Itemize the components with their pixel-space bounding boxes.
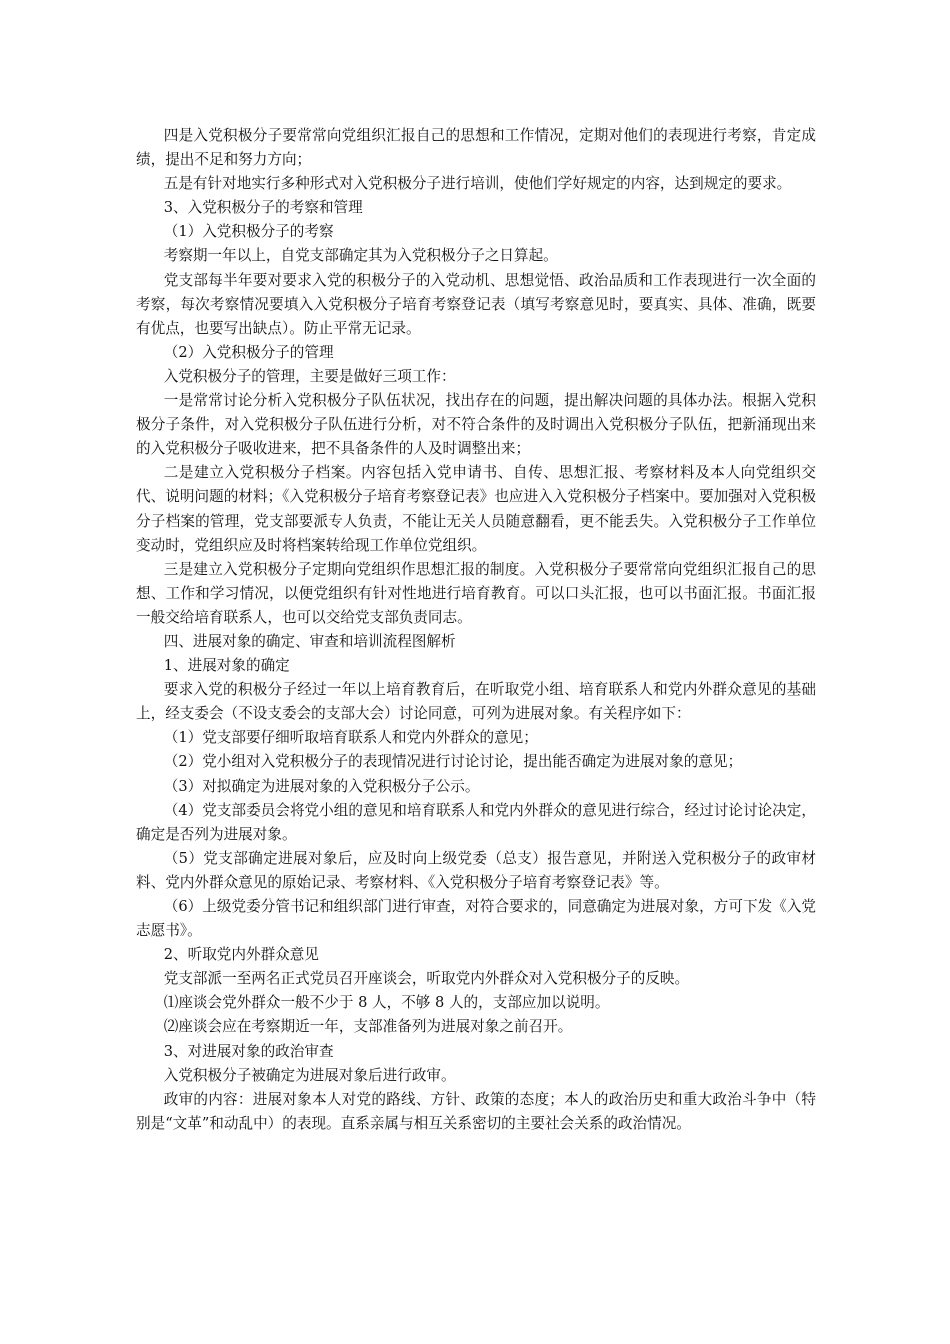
list-item: ⑴座谈会党外群众一般不少于 8 人，不够 8 人的，支部应加以说明。 [163,994,610,1012]
paragraph: 党支部每半年要对要求入党的积极分子的入党动机、思想觉悟、政治品质和工作表现进行一次全面的考察，每次考察情况要填入入党积极分子培育考察登记表（填写考察意见时，要真实、具体、准确，既要有优点，也要写出缺点）。防止平常无记录。 [136,271,816,337]
paragraph: 二是建立入党积极分子档案。内容包括入党申请书、自传、思想汇报、考察材料及本人向党组织交代、说明问题的材料；《入党积极分子培育考察登记表》也应进入入党积极分子档案中。要加强对入党积极分子档案的管理，党支部要派专人负责，不能让无关人员随意翻看，更不能丢失。入党积极分子工作单位变动时，党组织应及时将档案转给现工作单位党组织。 [136,464,816,554]
section-heading: 3、入党积极分子的考察和管理 [163,199,363,217]
document-page [136,124,816,1136]
list-item: （5）党支部确定进展对象后，应及时向上级党委（总支）报告意见，并附送入党积极分子的政审材料、党内外群众意见的原始记录、考察材料、《入党积极分子培育考察登记表》等。 [136,849,816,891]
paragraph: 考察期一年以上，自党支部确定其为入党积极分子之日算起。 [163,247,558,265]
list-item: （3）对拟确定为进展对象的入党积极分子公示。 [163,777,480,795]
list-item: （4）党支部委员会将党小组的意见和培育联系人和党内外群众的意见进行综合，经过讨论讨论决定，确定是否列为进展对象。 [136,801,816,843]
paragraph: 入党积极分子被确定为进展对象后进行政审。 [163,1066,456,1084]
section-heading: 3、对进展对象的政治审查 [163,1042,334,1060]
list-item: （6）上级党委分管书记和组织部门进行审查，对符合要求的，同意确定为进展对象，方可下发《入党志愿书》。 [136,898,816,940]
paragraph: 入党积极分子的管理，主要是做好三项工作： [163,367,456,385]
section-heading: 四、进展对象的确定、审查和培训流程图解析 [163,632,456,650]
list-item: ⑵座谈会应在考察期近一年，支部准备列为进展对象之前召开。 [163,1018,573,1036]
list-item: （2）党小组对入党积极分子的表现情况进行讨论讨论，提出能否确定为进展对象的意见； [163,753,743,771]
paragraph: 党支部派一至两名正式党员召开座谈会，听取党内外群众对入党积极分子的反映。 [163,970,690,988]
paragraph: 四是入党积极分子要常常向党组织汇报自己的思想和工作情况，定期对他们的表现进行考察，肯定成绩，提出不足和努力方向； [136,127,816,169]
paragraph: 三是建立入党积极分子定期向党组织作思想汇报的制度。入党积极分子要常常向党组织汇报自己的思想、工作和学习情况，以便党组织有针对性地进行培育教育。可以口头汇报，也可以书面汇报。书面汇报一般交给培育联系人，也可以交给党支部负责同志。 [136,560,816,626]
paragraph: 五是有针对地实行多种形式对入党积极分子进行培训，使他们学好规定的内容，达到规定的要求。 [163,175,792,193]
section-heading: 1、进展对象的确定 [163,657,290,675]
subsection-heading: （2）入党积极分子的管理 [163,343,334,361]
paragraph: 政审的内容：进展对象本人对党的路线、方针、政策的态度；本人的政治历史和重大政治斗争中（特别是“文革”和动乱中）的表现。直系亲属与相互关系密切的主要社会关系的政治情况。 [136,1090,816,1132]
list-item: （1）党支部要仔细听取培育联系人和党内外群众的意见； [163,729,538,747]
subsection-heading: （1）入党积极分子的考察 [163,223,334,241]
section-heading: 2、听取党内外群众意见 [163,946,319,964]
paragraph: 要求入党的积极分子经过一年以上培育教育后，在听取党小组、培育联系人和党内外群众意见的基础上，经支委会（不设支委会的支部大会）讨论同意，可列为进展对象。有关程序如下： [136,681,816,723]
paragraph: 一是常常讨论分析入党积极分子队伍状况，找出存在的问题，提出解决问题的具体办法。根据入党积极分子条件，对入党积极分子队伍进行分析，对不符合条件的及时调出入党积极分子队伍，把新涌现出来的入党积极分子吸收进来，把不具备条件的人及时调整出来； [136,392,816,458]
